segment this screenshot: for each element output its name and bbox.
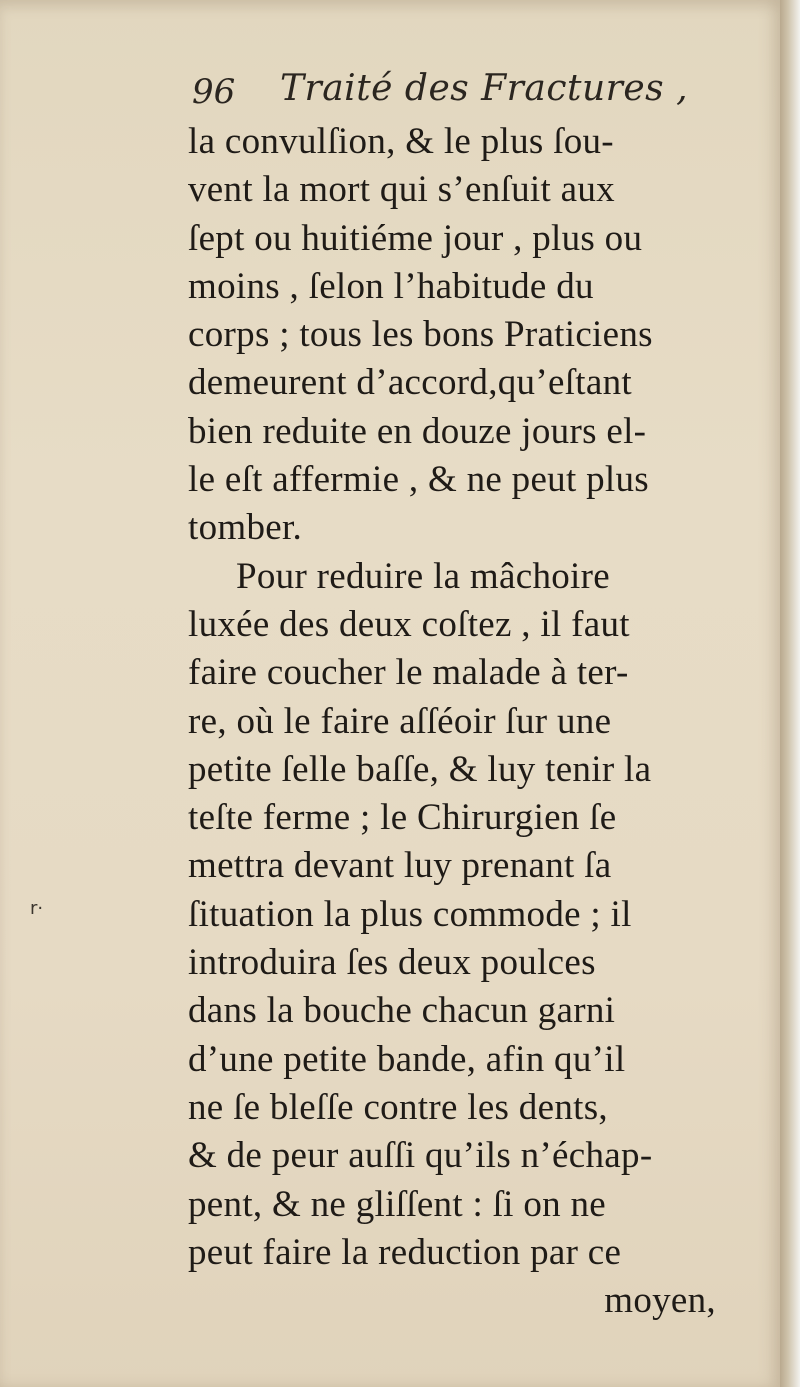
- text-line: mettra devant luy prenant ſa: [188, 845, 612, 887]
- text-line: vent la mort qui s’enſuit aux: [188, 169, 615, 211]
- text-line: demeurent d’accord,qu’eſtant: [188, 362, 632, 404]
- page-number: 96: [192, 72, 236, 112]
- text-line: petite ſelle baſſe, & luy tenir la: [188, 748, 652, 790]
- running-title: Traité des Fractures ,: [280, 68, 689, 109]
- paragraph-start-line: Pour reduire la mâchoire: [236, 555, 610, 597]
- page-header: [192, 64, 752, 124]
- text-line: corps ; tous les bons Praticiens: [188, 314, 653, 356]
- text-line: bien reduite en douze jours el-: [188, 410, 647, 452]
- text-line: ſituation la plus commode ; il: [188, 893, 632, 935]
- text-line: & de peur auſſi qu’ils n’échap-: [188, 1135, 653, 1177]
- marginal-mark: r·: [30, 898, 44, 919]
- text-line: introduira ſes deux poulces: [188, 942, 596, 984]
- text-line: faire coucher le malade à ter-: [188, 652, 629, 694]
- text-line: ne ſe bleſſe contre les dents,: [188, 1086, 608, 1128]
- text-line: d’une petite bande, afin qu’il: [188, 1038, 626, 1080]
- body-text: [188, 118, 728, 1325]
- text-line: peut faire la reduction par ce: [188, 1231, 622, 1273]
- text-line: teſte ferme ; le Chirurgien ſe: [188, 797, 617, 839]
- page-edge: [780, 0, 800, 1387]
- text-line: dans la bouche chacun garni: [188, 990, 616, 1032]
- text-line: le eſt affermie , & ne peut plus: [188, 459, 649, 501]
- text-line: pent, & ne gliſſent : ſi on ne: [188, 1183, 606, 1225]
- text-line: moins , ſelon l’habitude du: [188, 265, 594, 307]
- text-line: la convulſion, & le plus ſou-: [188, 121, 614, 162]
- text-line: tomber.: [188, 507, 303, 549]
- catchword: moyen,: [604, 1280, 716, 1322]
- text-line: re, où le faire aſſéoir ſur une: [188, 700, 612, 742]
- text-line: ſept ou huitiéme jour , plus ou: [188, 217, 643, 259]
- text-line: luxée des deux coſtez , il faut: [188, 603, 630, 645]
